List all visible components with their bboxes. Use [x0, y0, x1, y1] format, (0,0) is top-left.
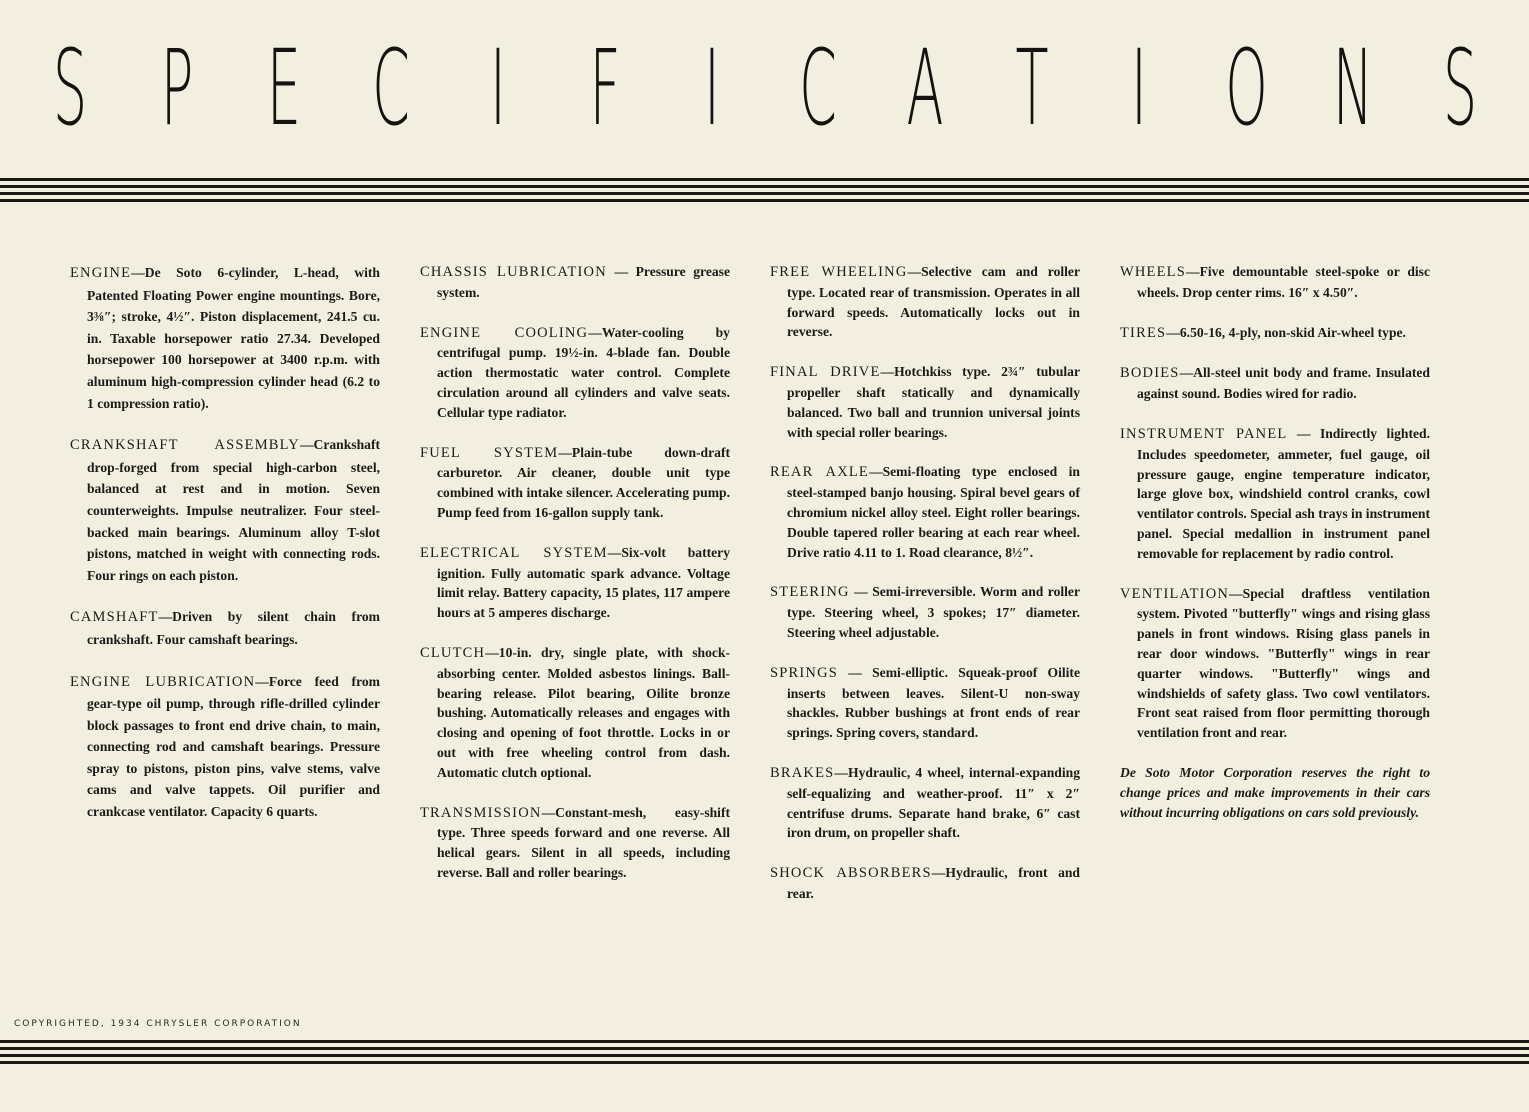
spec-heading: CHASSIS LUBRICATION — [420, 264, 607, 280]
spec-entry — [1120, 323, 1430, 344]
disclaimer-notice: De Soto Motor Corporation reserves the right to change prices and make improvements in their cars without incurring obligations on cars sold previously. — [1120, 764, 1430, 820]
spec-column-4 — [1120, 262, 1430, 842]
spec-heading: STEERING — [770, 584, 850, 601]
spec-entry — [70, 262, 380, 414]
title-letter: C — [371, 27, 410, 149]
spec-description: — Semi-irreversible. Worm and roller type. Steering wheel, 3 spokes; 17″ diameter. Steering wheel adjustable. — [787, 584, 1080, 640]
spec-entry — [420, 323, 730, 423]
spec-column-2 — [420, 262, 730, 903]
title-letter: F — [589, 27, 621, 149]
spec-heading: FINAL DRIVE — [770, 364, 881, 381]
spec-entry — [420, 643, 730, 783]
spec-description: — Indirectly lighted. Includes speedometer, ammeter, fuel gauge, oil pressure gauge, engine temperature indicator, large glove box, windshield control cranks, cowl ventilator controls. Special ash trays in instrument panel. Special medallion in instrument panel removable for replacement by radio control. — [1137, 425, 1430, 561]
spec-heading: CLUTCH — [420, 644, 486, 661]
spec-entry — [70, 434, 380, 586]
spec-heading: BODIES — [1120, 365, 1180, 382]
spec-description: —Water-cooling by centrifugal pump. 19½-in. 4-blade fan. Double action thermostatic water control. Complete circulation around all cylinders and valve seats. Cellular type radiator. — [437, 324, 730, 420]
spec-description: —Hydraulic, 4 wheel, internal-expanding self-equalizing and weather-proof. 11″ x 2″ centrifuse drums. Separate hand brake, 6″ cast iron drum, on propeller shaft. — [787, 764, 1080, 841]
spec-heading: ENGINE LUBRICATION — [70, 673, 256, 690]
title-letter: I — [703, 27, 720, 149]
spec-entry — [770, 582, 1080, 642]
title-letter: I — [1131, 27, 1148, 149]
copyright-notice: COPYRIGHTED, 1934 CHRYSLER CORPORATION — [14, 1019, 302, 1029]
decorative-stripes-bottom — [0, 1040, 1529, 1068]
page-title — [30, 27, 1500, 149]
spec-heading: WHEELS — [1120, 264, 1186, 280]
spec-description: —Special draftless ventilation system. Pivoted "butterfly" wings and rising glass panels in front windows. Rising glass panels in rear door windows. "Butterfly" wings in rear quarter windows. "Butterfly" wings and windshields of safety glass. Two cowl ventilators. Front seat raised from floor permitting thorough ventilation front and rear. — [1137, 585, 1430, 741]
spec-heading: SHOCK ABSORBERS — [770, 865, 932, 882]
spec-entry — [1120, 424, 1430, 564]
title-letter: I — [489, 27, 506, 149]
spec-entry — [420, 443, 730, 523]
spec-description: —Selective cam and roller type. Located rear of transmission. Operates in all forward speeds. Automatically locks out in reverse. — [787, 264, 1080, 340]
spec-entry — [70, 671, 380, 823]
spec-description: —Hydraulic, front and rear. — [787, 865, 1080, 901]
spec-heading: FUEL SYSTEM — [420, 444, 559, 461]
spec-description: —Driven by silent chain from crankshaft. Four camshaft bearings. — [87, 609, 380, 647]
spec-heading: SPRINGS — [770, 664, 839, 681]
spec-description: —Plain-tube down-draft carburetor. Air cleaner, double unit type combined with intake silencer. Accelerating pump. Pump feed from 16-gallon supply tank. — [437, 444, 730, 520]
spec-description: —Semi-floating type enclosed in steel-stamped banjo housing. Spiral bevel gears of chromium nickel alloy steel. Eight roller bearings. Double tapered roller bearing at each rear wheel. Drive ratio 4.11 to 1. Road clearance, 8½″. — [787, 464, 1080, 560]
spec-entry — [770, 362, 1080, 442]
spec-entry — [420, 543, 730, 623]
title-letter: S — [1442, 27, 1478, 149]
spec-heading: ENGINE COOLING — [420, 324, 589, 341]
title-letter: N — [1332, 27, 1374, 149]
spec-description: —Five demountable steel-spoke or disc wheels. Drop center rims. 16″ x 4.50″. — [1137, 264, 1430, 300]
spec-heading: TIRES — [1120, 324, 1167, 341]
spec-description: —De Soto 6-cylinder, L-head, with Patented Floating Power engine mountings. Bore, 3⅜″; stroke, 4½″. Piston displacement, 241.5 cu. in. Taxable horsepower ratio 27.34. Developed horsepower 100 horsepower at 3400 r.p.m. with aluminum high-compression cylinder head (6.2 to 1 compression ratio). — [87, 265, 380, 411]
title-letter: O — [1225, 27, 1268, 149]
decorative-stripes-top — [0, 178, 1529, 206]
spec-heading: VENTILATION — [1120, 585, 1230, 602]
spec-description: —Force feed from gear-type oil pump, through rifle-drilled cylinder block passages to front end drive chain, to main, connecting rod and camshaft bearings. Pressure spray to pistons, piston pins, valve stems, valve cams and valve tappets. Oil purifier and crankcase ventilator. Capacity 6 quarts. — [87, 673, 380, 820]
spec-entry — [70, 606, 380, 650]
spec-entry — [770, 262, 1080, 342]
spec-heading: CAMSHAFT — [70, 609, 159, 626]
spec-entry — [1120, 584, 1430, 743]
spec-description: — Pressure grease system. — [437, 264, 730, 300]
spec-description: — Semi-elliptic. Squeak-proof Oilite inserts between leaves. Silent-U non-sway shackles. Rubber bushings at front ends of rear springs. Spring covers, standard. — [787, 664, 1080, 741]
title-letter: T — [1015, 27, 1049, 149]
title-letter: S — [52, 27, 88, 149]
spec-description: —Hotchkiss type. 2¾″ tubular propeller shaft statically and dynamically balanced. Two ball and trunnion universal joints with special roller bearings. — [787, 364, 1081, 440]
spec-entry — [770, 863, 1080, 904]
spec-description: —Crankshaft drop-forged from special high-carbon steel, balanced at rest and in motion. Seven counterweights. Impulse neutralizer. Four steel-backed main bearings. Aluminum alloy T-slot pistons, matched in weight with connecting rods. Four rings on each piston. — [87, 437, 380, 583]
spec-entry — [1120, 363, 1430, 404]
spec-entry — [420, 803, 730, 883]
spec-description: —10-in. dry, single plate, with shock-absorbing center. Molded asbestos linings. Ball-bearing release. Pilot bearing, Oilite bronze bushing. Automatically releases and engages with closing and opening of foot throttle. Locks in or out with free wheeling control from dash. Automatic clutch optional. — [437, 644, 730, 780]
spec-entry — [770, 462, 1080, 562]
spec-column-3 — [770, 262, 1080, 924]
spec-description: —Six-volt battery ignition. Fully automatic spark advance. Voltage limit relay. Battery capacity, 15 plates, 117 ampere hours at 5 amperes discharge. — [437, 544, 730, 621]
spec-heading: ELECTRICAL SYSTEM — [420, 544, 608, 561]
title-letter: A — [906, 27, 944, 149]
title-letter: C — [799, 27, 838, 149]
spec-entry — [770, 763, 1080, 843]
title-letter: E — [266, 27, 301, 149]
spec-heading: BRAKES — [770, 764, 835, 781]
title-letter: P — [160, 27, 194, 149]
spec-entry — [770, 663, 1080, 743]
spec-heading: INSTRUMENT PANEL — [1120, 425, 1288, 442]
spec-heading: FREE WHEELING — [770, 264, 908, 280]
spec-heading: TRANSMISSION — [420, 804, 542, 821]
spec-heading: CRANKSHAFT ASSEMBLY — [70, 437, 300, 454]
spec-column-1 — [70, 262, 380, 843]
spec-description: —Constant-mesh, easy-shift type. Three speeds forward and one reverse. All helical gears. Silent in all speeds, including reverse. Ball and roller bearings. — [437, 804, 730, 880]
spec-description: —6.50-16, 4-ply, non-skid Air-wheel type. — [1166, 324, 1406, 340]
spec-entry — [420, 262, 730, 303]
spec-heading: REAR AXLE — [770, 464, 869, 481]
spec-entry — [1120, 262, 1430, 303]
spec-heading: ENGINE — [70, 265, 132, 281]
spec-description: —All-steel unit body and frame. Insulated against sound. Bodies wired for radio. — [1137, 365, 1430, 402]
